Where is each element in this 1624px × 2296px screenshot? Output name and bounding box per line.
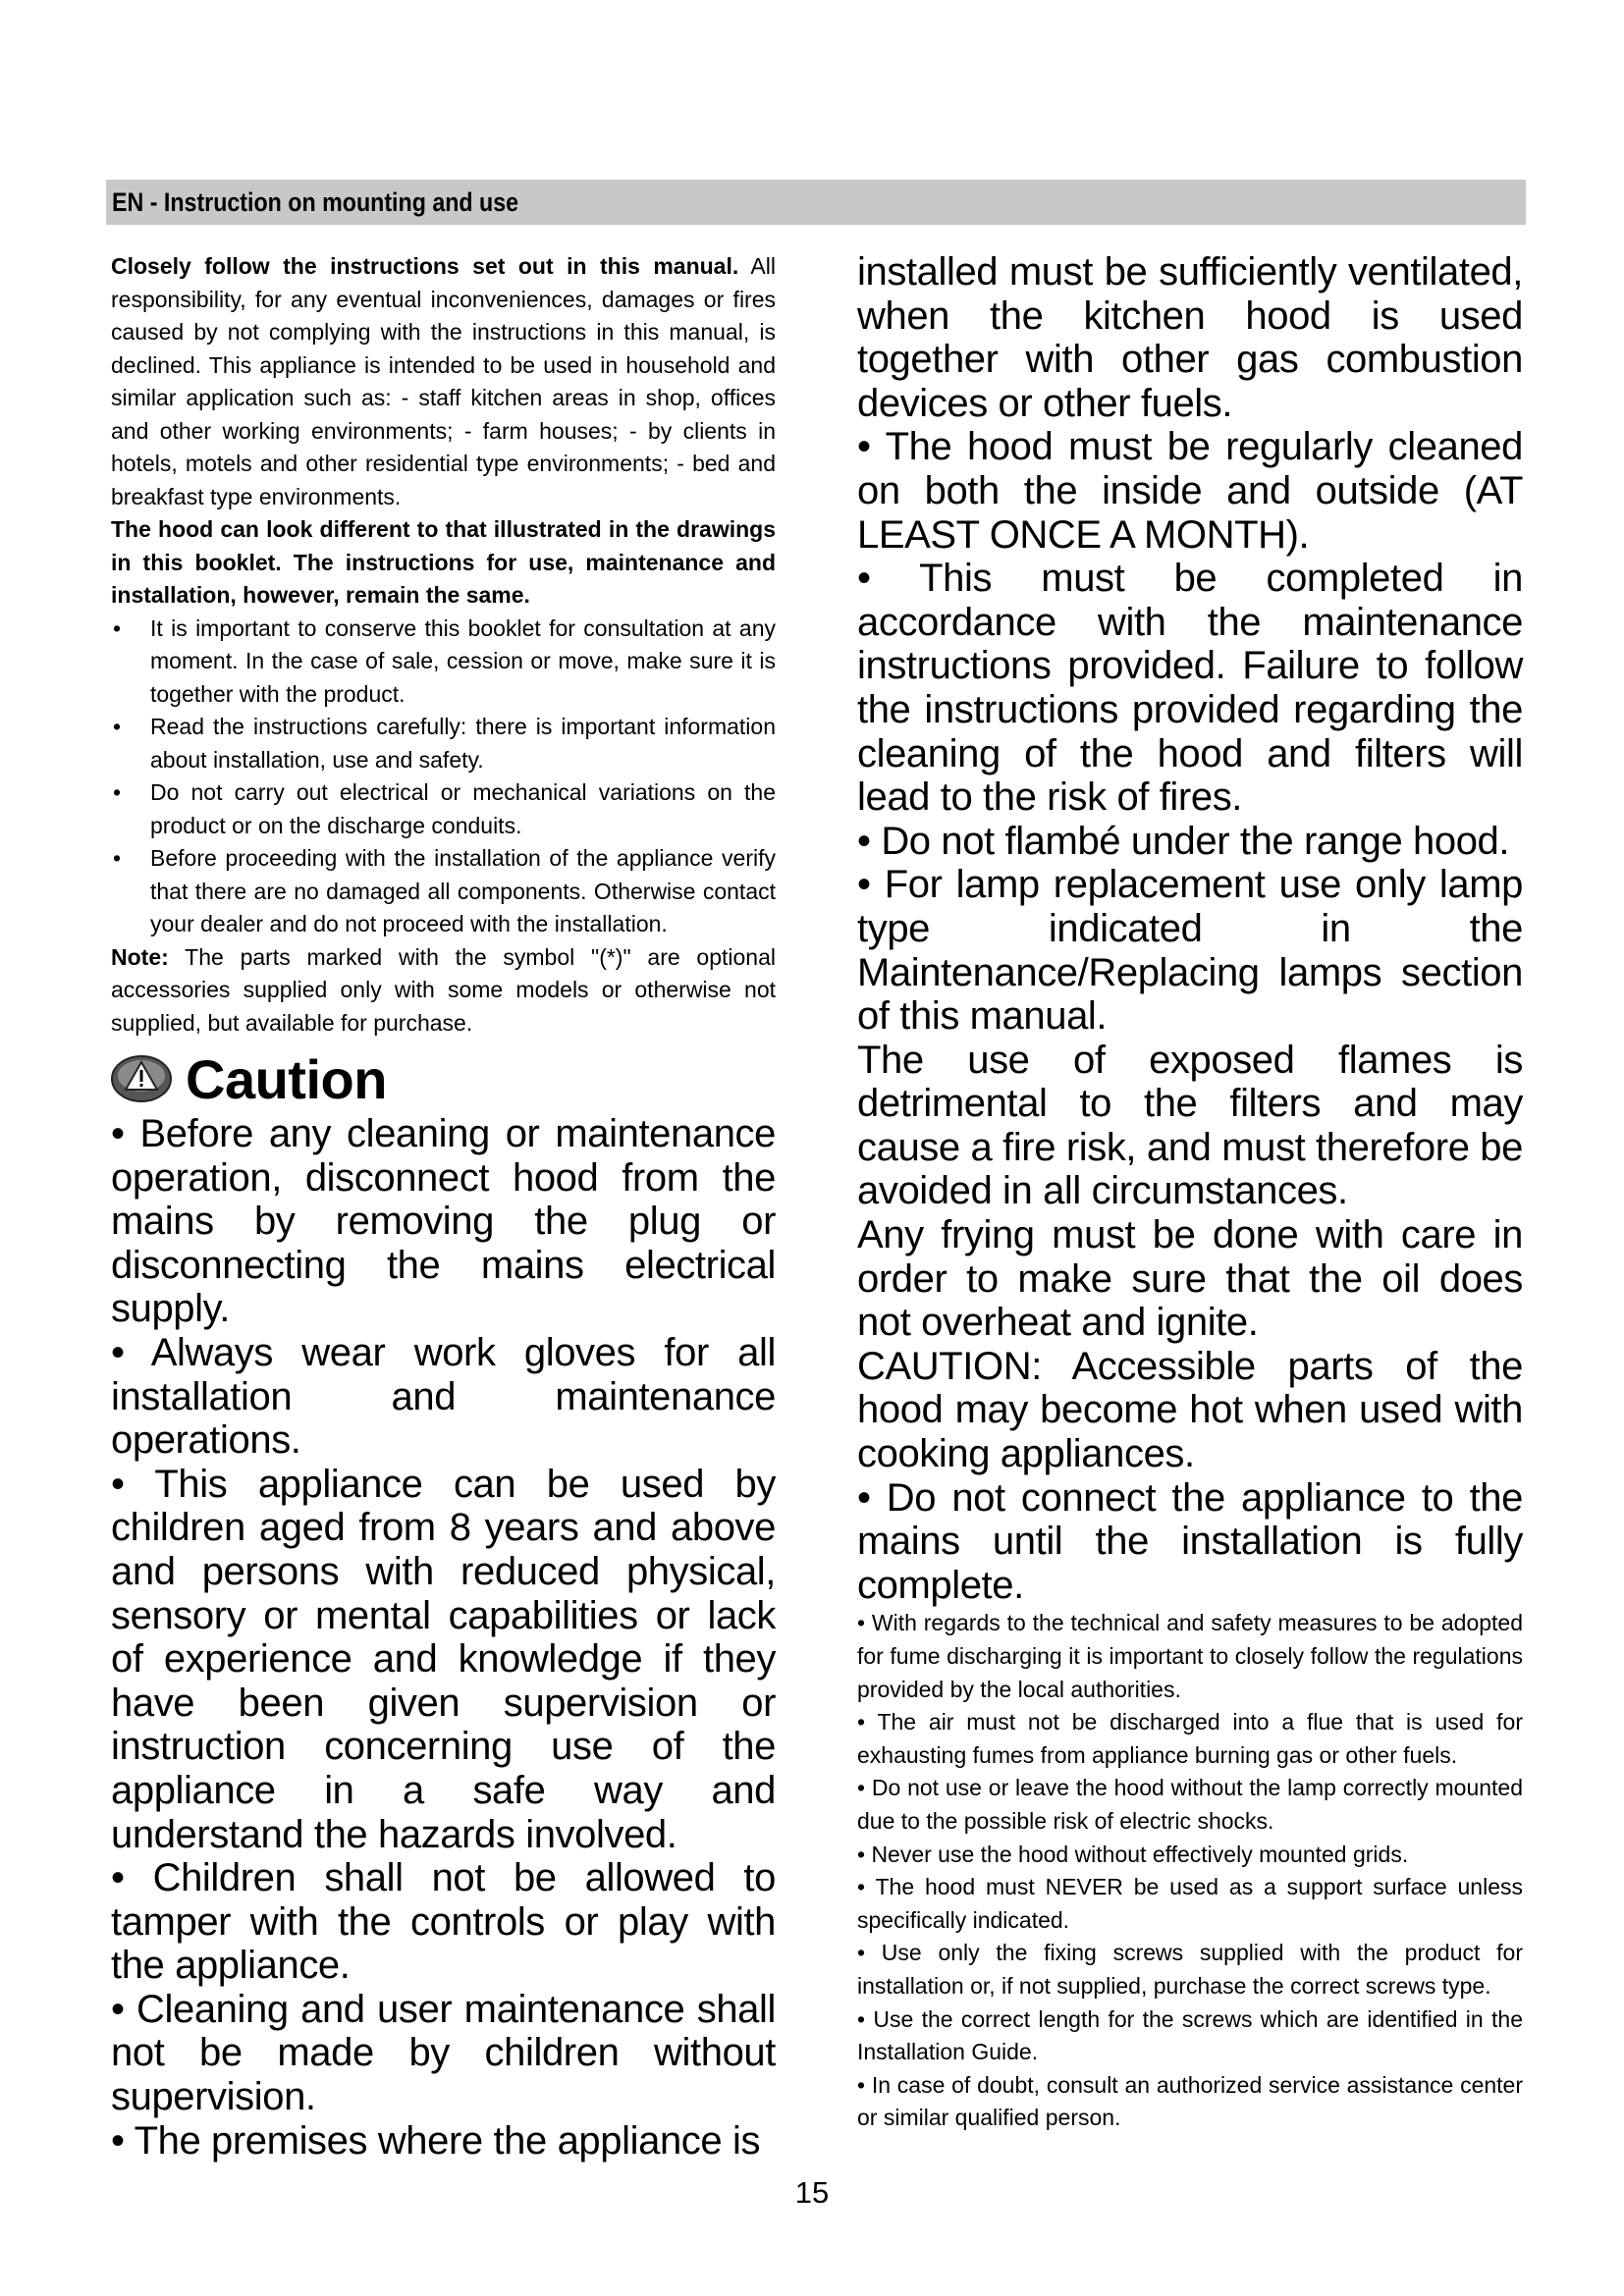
bullet-mark: •: [113, 779, 122, 805]
bullet-mark: •: [113, 714, 122, 739]
list-item: [111, 613, 776, 712]
caution-item: • Children shall not be allowed to tamper with the controls or play with the appliance.: [111, 1856, 776, 1988]
list-item-text: Before proceeding with the installation of the appliance verify that there are no damaged all components. Otherwise contact your dealer and do not proceed with the installation.: [150, 845, 776, 936]
caution-item: installed must be sufficiently ventilated, when the kitchen hood is used together with other gas combustion devices or other fuels.: [857, 250, 1523, 425]
intro-text: All responsibility, for any eventual inconveniences, damages or fires caused by not complying with the instructions in this manual, is declined. This appliance is intended to be used in household and similar application such as: - staff kitchen areas in shop, offices and other working environments; - farm houses; - by clients in hotels, motels and other residential type environments; - bed and breakfast type environments.: [111, 253, 776, 509]
section-header-title: EN - Instruction on mounting and use: [112, 187, 519, 217]
list-item-text: It is important to conserve this booklet for consultation at any moment. In the case of sale, cession or move, make sure it is together with the product.: [150, 614, 776, 707]
bullet-mark: •: [113, 845, 122, 871]
right-column: [857, 250, 1523, 2135]
safety-note: • Use only the fixing screws supplied with the product for installation or, if not supplied, purchase the correct screws type.: [857, 1940, 1523, 1999]
safety-note: • In case of doubt, consult an authorized service assistance center or similar qualified person.: [857, 2071, 1523, 2131]
caution-item: The use of exposed flames is detrimental to the filters and may cause a fire risk, and must therefore be avoided in all circumstances.: [857, 1038, 1523, 1213]
caution-title: Caution: [186, 1047, 387, 1110]
list-item: [111, 842, 776, 941]
safety-note: • The hood must NEVER be used as a support surface unless specifically indicated.: [857, 1874, 1523, 1933]
list-item: [111, 711, 776, 776]
caution-heading: [111, 1045, 776, 1112]
safety-note: • The air must not be discharged into a flue that is used for exhausting fumes from appliance burning gas or other fuels.: [857, 1709, 1523, 1768]
list-item-text: Read the instructions carefully: there is important information about installation, use and safety.: [150, 714, 776, 773]
caution-item: • Before any cleaning or maintenance operation, disconnect hood from the mains by removing the plug or disconnecting the mains electrical supply.: [111, 1112, 776, 1331]
caution-item: • The hood must be regularly cleaned on both the inside and outside (AT LEAST ONCE A MONTH).: [857, 425, 1523, 557]
caution-right-list: [857, 250, 1523, 1607]
note-text: The parts marked with the symbol "(*)" are optional accessories supplied only with some models or otherwise not supplied, but available for purchase.: [111, 943, 776, 1036]
appearance-note: [111, 513, 776, 613]
caution-item: • For lamp replacement use only lamp type indicated in the Maintenance/Replacing lamps section of this manual.: [857, 863, 1523, 1039]
caution-item: • Cleaning and user maintenance shall not be made by children without supervision.: [111, 1987, 776, 2119]
caution-item: • This appliance can be used by children aged from 8 years and above and persons with reduced physical, sensory or mental capabilities or lack of experience and knowledge if they have been given supervision or instruction concerning use of the appliance in a safe way and understand the hazards involved.: [111, 1462, 776, 1856]
safety-note: • With regards to the technical and safety measures to be adopted for fume discharging it is important to closely follow the regulations provided by the local authorities.: [857, 1610, 1523, 1702]
bullet-mark: •: [113, 614, 122, 641]
safety-note: • Never use the hood without effectively mounted grids.: [857, 1841, 1409, 1867]
caution-item: • Always wear work gloves for all installation and maintenance operations.: [111, 1330, 776, 1463]
list-item: [111, 776, 776, 842]
appearance-note-bold: The hood can look different to that illustrated in the drawings in this booklet. The instructions for use, maintenance and installation, however, remain the same.: [111, 516, 776, 608]
caution-item: • The premises where the appliance is: [111, 2118, 761, 2163]
safety-note: • Do not use or leave the hood without the lamp correctly mounted due to the possible risk of electric shocks.: [857, 1775, 1523, 1834]
note-paragraph: [111, 941, 776, 1041]
intro-bold-lead: Closely follow the instructions set out in this manual.: [111, 253, 739, 279]
intro-paragraph: [111, 250, 776, 513]
safety-notes-list: [857, 1607, 1523, 2135]
caution-item: Any frying must be done with care in order to make sure that the oil does not overheat and ignite.: [857, 1213, 1523, 1345]
warning-icon: [111, 1054, 172, 1103]
list-item-text: Do not carry out electrical or mechanical variations on the product or on the discharge conduits.: [150, 779, 776, 838]
caution-item: • This must be completed in accordance with the maintenance instructions provided. Failure to follow the instructions provided regarding the cleaning of the hood and filters will lead to the risk of fires.: [857, 557, 1523, 820]
intro-section: [111, 250, 776, 1040]
caution-item: • Do not flambé under the range hood.: [857, 819, 1510, 863]
caution-left-list: [111, 1112, 776, 2163]
note-label: Note:: [111, 943, 169, 970]
left-column: [111, 250, 776, 2163]
section-header-bar: [106, 180, 1526, 225]
caution-item: • Do not connect the appliance to the mains until the installation is fully complete.: [857, 1475, 1523, 1607]
caution-item: CAUTION: Accessible parts of the hood may become hot when used with cooking appliances.: [857, 1344, 1523, 1476]
safety-note: • Use the correct length for the screws which are identified in the Installation Guide.: [857, 2005, 1523, 2065]
page-number: 15: [794, 2175, 830, 2210]
